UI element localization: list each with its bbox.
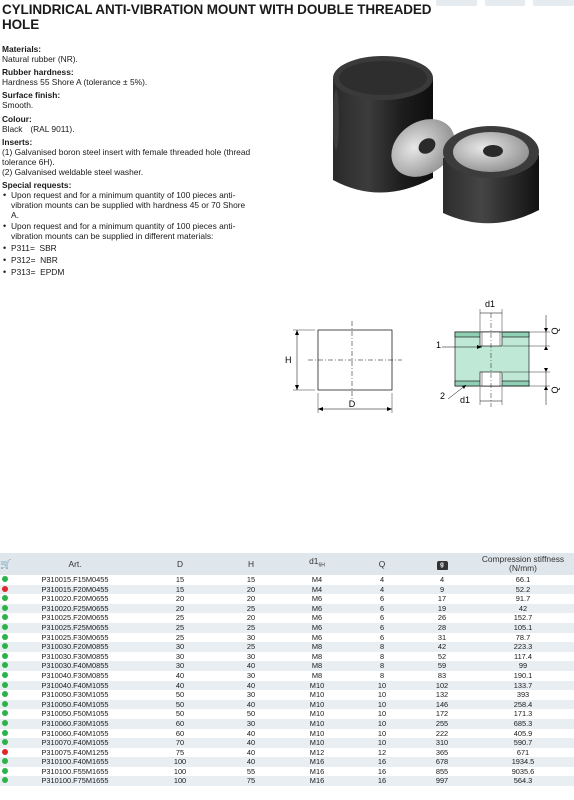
table-row[interactable] <box>0 767 574 777</box>
table-row[interactable] <box>0 776 574 786</box>
cell-d1: M10 <box>282 709 352 719</box>
cell-q: 8 <box>352 661 412 671</box>
separator: = <box>30 254 36 265</box>
cell-d: 30 <box>140 642 220 652</box>
cell-h: 20 <box>220 594 282 604</box>
cell-stiffness: 223.3 <box>472 642 574 652</box>
col-d: D <box>140 553 220 575</box>
cell-d: 75 <box>140 748 220 758</box>
cell-h: 40 <box>220 748 282 758</box>
spec-materials <box>2 44 252 64</box>
cell-h: 30 <box>220 633 282 643</box>
cell-weight: 855 <box>412 767 472 777</box>
spec-heading: Materials: <box>2 44 42 54</box>
dim-label-q-bottom: Q <box>550 386 560 394</box>
spec-text: Hardness 55 Shore A (tolerance ± 5%). <box>2 77 148 88</box>
table-row[interactable] <box>0 729 574 739</box>
col-q: Q <box>352 553 412 575</box>
availability-dot <box>2 643 8 649</box>
availability-dot <box>2 730 8 736</box>
cell-weight: 26 <box>412 613 472 623</box>
list-item <box>2 267 252 277</box>
cell-weight: 365 <box>412 748 472 758</box>
cell-weight: 59 <box>412 661 472 671</box>
cell-d1: M8 <box>282 671 352 681</box>
cell-weight: 222 <box>412 729 472 739</box>
availability-dot <box>2 653 8 659</box>
table-body <box>0 575 574 786</box>
cell-stiffness: 9035.6 <box>472 767 574 777</box>
status-cell <box>0 681 10 691</box>
cell-art: P310040.F30M0855 <box>10 671 140 681</box>
cell-stiffness: 171.3 <box>472 709 574 719</box>
col-d1-sub: 6H <box>318 562 325 569</box>
list-item <box>2 255 252 265</box>
cell-d: 40 <box>140 671 220 681</box>
material-name: SBR <box>39 242 57 253</box>
cell-d1: M10 <box>282 681 352 691</box>
cell-weight: 42 <box>412 642 472 652</box>
section-view <box>442 309 550 407</box>
table-row[interactable] <box>0 575 574 585</box>
cell-weight: 255 <box>412 719 472 729</box>
cell-h: 55 <box>220 767 282 777</box>
cell-stiffness: 590.7 <box>472 738 574 748</box>
cell-art: P310100.F75M1655 <box>10 776 140 786</box>
cell-h: 40 <box>220 681 282 691</box>
cell-d: 15 <box>140 585 220 595</box>
table-row[interactable] <box>0 700 574 710</box>
spec-heading: Colour: <box>2 113 32 124</box>
cell-h: 30 <box>220 719 282 729</box>
dim-label-h: H <box>285 355 292 365</box>
specifications <box>2 44 252 280</box>
weight-icon: g <box>437 561 448 570</box>
availability-dot <box>2 614 8 620</box>
cell-art: P310015.F20M0455 <box>10 585 140 595</box>
cell-weight: 19 <box>412 604 472 614</box>
callout-1: 1 <box>436 340 442 350</box>
cell-q: 8 <box>352 652 412 662</box>
table-row[interactable] <box>0 594 574 604</box>
cell-weight: 83 <box>412 671 472 681</box>
cell-d1: M4 <box>282 585 352 595</box>
availability-dot <box>2 672 8 678</box>
status-cell <box>0 748 10 758</box>
cell-stiffness: 52.2 <box>472 585 574 595</box>
cell-stiffness: 105.1 <box>472 623 574 633</box>
status-cell <box>0 776 10 786</box>
material-code: P312 <box>11 254 31 265</box>
cell-stiffness: 66.1 <box>472 575 574 585</box>
list-item: • Upon request and for a minimum quantity of 100 pieces anti-vibration mounts can be supplied in different materials: <box>2 221 252 241</box>
cell-stiffness: 258.4 <box>472 700 574 710</box>
spec-colour <box>2 114 252 134</box>
status-cell <box>0 604 10 614</box>
cell-q: 16 <box>352 776 412 786</box>
cell-weight: 310 <box>412 738 472 748</box>
dim-label-d1-bottom: d1 <box>460 395 471 405</box>
cell-q: 10 <box>352 681 412 691</box>
page-title: CYLINDRICAL ANTI-VIBRATION MOUNT WITH DOUBLE THREADED HOLE <box>2 2 432 32</box>
product-table-container <box>0 553 574 786</box>
col-stiffness: Compression stiffness (N/mm) <box>472 553 574 575</box>
spec-finish <box>2 90 252 110</box>
cell-art: P310025.F30M0655 <box>10 633 140 643</box>
cell-d1: M12 <box>282 748 352 758</box>
cell-stiffness: 685.3 <box>472 719 574 729</box>
cell-q: 12 <box>352 748 412 758</box>
cell-stiffness: 117.4 <box>472 652 574 662</box>
cell-q: 8 <box>352 642 412 652</box>
cell-h: 30 <box>220 690 282 700</box>
cell-h: 40 <box>220 738 282 748</box>
cell-d: 25 <box>140 633 220 643</box>
cell-d: 100 <box>140 767 220 777</box>
spec-special-requests <box>2 180 252 277</box>
cell-d1: M10 <box>282 719 352 729</box>
status-cell <box>0 585 10 595</box>
cell-q: 4 <box>352 585 412 595</box>
table-row[interactable] <box>0 757 574 767</box>
cell-q: 6 <box>352 623 412 633</box>
cell-d1: M16 <box>282 776 352 786</box>
status-cell <box>0 613 10 623</box>
cell-h: 25 <box>220 642 282 652</box>
cell-d1: M16 <box>282 767 352 777</box>
cell-d1: M8 <box>282 652 352 662</box>
cell-h: 20 <box>220 613 282 623</box>
table-row[interactable] <box>0 671 574 681</box>
cell-d1: M10 <box>282 729 352 739</box>
status-cell <box>0 623 10 633</box>
cell-q: 6 <box>352 613 412 623</box>
status-cell <box>0 633 10 643</box>
cell-weight: 678 <box>412 757 472 767</box>
cell-weight: 28 <box>412 623 472 633</box>
status-cell <box>0 652 10 662</box>
cell-weight: 102 <box>412 681 472 691</box>
cell-d: 60 <box>140 729 220 739</box>
col-d1-label: d1 <box>309 556 319 567</box>
cell-h: 40 <box>220 757 282 767</box>
availability-dot <box>2 758 8 764</box>
cell-art: P310070.F40M1055 <box>10 738 140 748</box>
spec-text: (2) Galvanised weldable steel washer. <box>2 167 144 178</box>
availability-dot <box>2 720 8 726</box>
cell-q: 10 <box>352 709 412 719</box>
cell-art: P310100.F55M1655 <box>10 767 140 777</box>
cell-d1: M4 <box>282 575 352 585</box>
cell-h: 25 <box>220 623 282 633</box>
cell-art: P310025.F20M0655 <box>10 613 140 623</box>
cell-q: 8 <box>352 671 412 681</box>
cell-weight: 132 <box>412 690 472 700</box>
list-item <box>2 243 252 253</box>
availability-dot <box>2 701 8 707</box>
cell-art: P310060.F40M1055 <box>10 729 140 739</box>
table-row[interactable] <box>0 623 574 633</box>
material-code: P311 <box>11 242 30 253</box>
cell-weight: 4 <box>412 575 472 585</box>
cell-h: 50 <box>220 709 282 719</box>
table-row[interactable] <box>0 661 574 671</box>
material-code: P313 <box>11 266 31 277</box>
cell-art: P310060.F30M1055 <box>10 719 140 729</box>
cell-q: 10 <box>352 738 412 748</box>
material-name: EPDM <box>40 266 65 277</box>
colour-ral: (RAL 9011). <box>30 123 75 134</box>
spec-text: (1) Galvanised boron steel insert with female threaded hole (thread tolerance 6H). <box>2 146 251 167</box>
status-cell <box>0 661 10 671</box>
cell-d1: M6 <box>282 633 352 643</box>
spec-text: Smooth. <box>2 100 34 111</box>
cell-art: P310030.F40M0855 <box>10 661 140 671</box>
spec-text <box>2 124 252 134</box>
col-art: Art. <box>10 553 140 575</box>
availability-dot <box>2 749 8 755</box>
cell-h: 40 <box>220 700 282 710</box>
table-row[interactable] <box>0 585 574 595</box>
list-item: • Upon request and for a minimum quantity of 100 pieces anti-vibration mounts can be supplied with hardness 45 or 70 Shore A. <box>2 190 252 220</box>
table-row[interactable] <box>0 633 574 643</box>
cell-d1: M10 <box>282 738 352 748</box>
cell-h: 30 <box>220 652 282 662</box>
status-cell <box>0 719 10 729</box>
status-cell <box>0 709 10 719</box>
cell-art: P310075.F40M1255 <box>10 748 140 758</box>
col-d1 <box>282 553 352 575</box>
table-row[interactable] <box>0 719 574 729</box>
cell-stiffness: 564.3 <box>472 776 574 786</box>
availability-dot <box>2 595 8 601</box>
availability-dot <box>2 777 8 783</box>
cell-d: 30 <box>140 652 220 662</box>
table-row[interactable] <box>0 690 574 700</box>
cell-d1: M6 <box>282 623 352 633</box>
cell-d: 100 <box>140 776 220 786</box>
status-cell <box>0 642 10 652</box>
cell-d: 40 <box>140 681 220 691</box>
cell-d: 25 <box>140 613 220 623</box>
spec-heading: Rubber hardness: <box>2 67 74 78</box>
callout-2: 2 <box>440 391 446 401</box>
dim-label-d: D <box>348 399 356 409</box>
cell-h: 75 <box>220 776 282 786</box>
cell-d: 50 <box>140 709 220 719</box>
cell-stiffness: 42 <box>472 604 574 614</box>
cell-d: 70 <box>140 738 220 748</box>
status-cell <box>0 767 10 777</box>
cell-weight: 17 <box>412 594 472 604</box>
cell-weight: 9 <box>412 585 472 595</box>
colour-name: Black <box>2 123 23 134</box>
cell-d: 50 <box>140 700 220 710</box>
status-cell <box>0 690 10 700</box>
cell-stiffness: 1934.5 <box>472 757 574 767</box>
cell-d1: M8 <box>282 642 352 652</box>
cell-d: 100 <box>140 757 220 767</box>
cell-q: 16 <box>352 757 412 767</box>
cell-art: P310030.F20M0855 <box>10 642 140 652</box>
cell-h: 40 <box>220 661 282 671</box>
availability-dot <box>2 662 8 668</box>
special-list <box>2 190 252 240</box>
cell-d: 20 <box>140 604 220 614</box>
cell-stiffness: 671 <box>472 748 574 758</box>
cell-stiffness: 78.7 <box>472 633 574 643</box>
cell-h: 25 <box>220 604 282 614</box>
cell-d: 30 <box>140 661 220 671</box>
status-cell <box>0 671 10 681</box>
cell-h: 15 <box>220 575 282 585</box>
cell-art: P310015.F15M0455 <box>10 575 140 585</box>
separator: = <box>30 266 36 277</box>
dim-label-d1-top: d1 <box>484 299 496 309</box>
cell-stiffness: 152.7 <box>472 613 574 623</box>
status-cell <box>0 594 10 604</box>
cell-weight: 52 <box>412 652 472 662</box>
table-header-row <box>0 553 574 575</box>
cell-art: P310050.F40M1055 <box>10 700 140 710</box>
cell-q: 4 <box>352 575 412 585</box>
cell-q: 10 <box>352 729 412 739</box>
cell-q: 6 <box>352 604 412 614</box>
spec-heading: Special requests: <box>2 180 72 191</box>
cell-q: 6 <box>352 594 412 604</box>
cell-art: P310020.F25M0655 <box>10 604 140 614</box>
availability-dot <box>2 739 8 745</box>
cell-art: P310100.F40M1655 <box>10 757 140 767</box>
dim-label-q-top: Q <box>550 327 560 335</box>
cell-stiffness: 91.7 <box>472 594 574 604</box>
cell-art: P310025.F25M0655 <box>10 623 140 633</box>
product-table <box>0 553 574 786</box>
spec-inserts <box>2 137 252 177</box>
cell-d1: M10 <box>282 700 352 710</box>
status-cell <box>0 738 10 748</box>
cell-stiffness: 133.7 <box>472 681 574 691</box>
cell-d1: M10 <box>282 690 352 700</box>
cart-icon: 🛒 <box>0 558 12 569</box>
availability-dot <box>2 605 8 611</box>
cell-art: P310040.F40M1055 <box>10 681 140 691</box>
availability-dot <box>2 586 8 592</box>
cell-art: P310020.F20M0655 <box>10 594 140 604</box>
col-h: H <box>220 553 282 575</box>
cell-art: P310050.F50M1055 <box>10 709 140 719</box>
cell-h: 30 <box>220 671 282 681</box>
cell-d: 15 <box>140 575 220 585</box>
cell-d: 20 <box>140 594 220 604</box>
cell-stiffness: 190.1 <box>472 671 574 681</box>
cell-art: P310050.F30M1055 <box>10 690 140 700</box>
table-row[interactable] <box>0 642 574 652</box>
page-tabs <box>436 0 574 6</box>
table-row[interactable] <box>0 709 574 719</box>
cell-q: 6 <box>352 633 412 643</box>
availability-dot <box>2 710 8 716</box>
availability-dot <box>2 624 8 630</box>
spec-hardness <box>2 67 252 87</box>
separator: = <box>29 242 35 253</box>
cell-d: 25 <box>140 623 220 633</box>
cell-h: 20 <box>220 585 282 595</box>
status-cell <box>0 729 10 739</box>
cell-d: 50 <box>140 690 220 700</box>
technical-drawing <box>270 295 570 430</box>
cell-q: 16 <box>352 767 412 777</box>
material-name: NBR <box>40 254 58 265</box>
cell-q: 10 <box>352 690 412 700</box>
cell-q: 10 <box>352 719 412 729</box>
cell-d1: M8 <box>282 661 352 671</box>
status-cell <box>0 575 10 585</box>
cart-header <box>0 553 10 575</box>
cell-weight: 172 <box>412 709 472 719</box>
availability-dot <box>2 634 8 640</box>
cell-d: 60 <box>140 719 220 729</box>
availability-dot <box>2 576 8 582</box>
status-cell <box>0 757 10 767</box>
table-row[interactable] <box>0 738 574 748</box>
cell-d1: M6 <box>282 594 352 604</box>
side-view <box>293 321 402 413</box>
cell-q: 10 <box>352 700 412 710</box>
table-row[interactable] <box>0 613 574 623</box>
cell-weight: 997 <box>412 776 472 786</box>
cell-stiffness: 99 <box>472 661 574 671</box>
spec-heading: Surface finish: <box>2 90 61 101</box>
cell-h: 40 <box>220 729 282 739</box>
cell-weight: 146 <box>412 700 472 710</box>
cell-art: P310030.F30M0855 <box>10 652 140 662</box>
cell-d1: M16 <box>282 757 352 767</box>
cell-stiffness: 393 <box>472 690 574 700</box>
table-row[interactable] <box>0 652 574 662</box>
col-weight <box>412 553 472 575</box>
spec-heading: Inserts: <box>2 136 33 147</box>
table-row[interactable] <box>0 681 574 691</box>
table-row[interactable] <box>0 604 574 614</box>
availability-dot <box>2 682 8 688</box>
table-row[interactable] <box>0 748 574 758</box>
cell-d1: M6 <box>282 604 352 614</box>
cell-weight: 31 <box>412 633 472 643</box>
material-codes <box>2 243 252 277</box>
availability-dot <box>2 691 8 697</box>
availability-dot <box>2 768 8 774</box>
status-cell <box>0 700 10 710</box>
product-photo <box>315 30 560 230</box>
spec-text: Natural rubber (NR). <box>2 54 78 65</box>
cell-stiffness: 405.9 <box>472 729 574 739</box>
cell-d1: M6 <box>282 613 352 623</box>
